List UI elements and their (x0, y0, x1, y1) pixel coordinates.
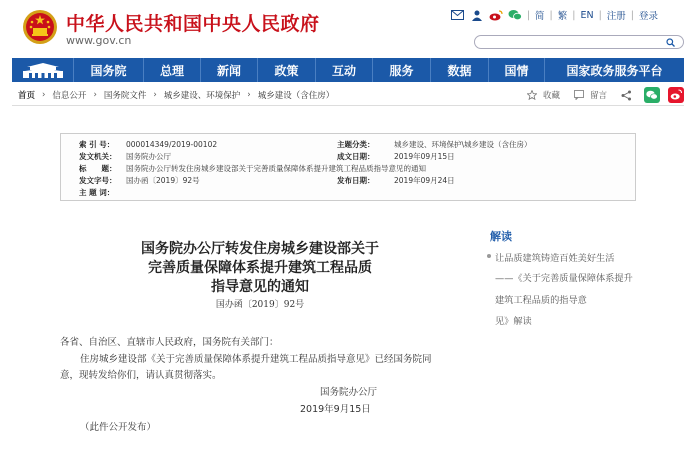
nav-item-national-conditions[interactable]: 国情 (489, 58, 545, 82)
login-link[interactable]: 登录 (638, 11, 658, 22)
document-number: 国办函〔2019〕92号 (215, 300, 305, 310)
sidebar-link-line-1[interactable]: 让品质建筑铸造百姓美好生活 (495, 253, 615, 264)
tiananmen-icon (21, 62, 65, 78)
sidebar-link-line-3[interactable]: 建筑工程品质的指导意 (495, 295, 587, 306)
divider: | (598, 9, 602, 21)
body-paragraph-line-2: 意，现转发给你们，请认真贯彻落实。 (60, 370, 222, 381)
favorite-button[interactable]: 收藏 (542, 91, 560, 101)
title-value: 国务院办公厅转发住房城乡建设部关于完善质量保障体系提升建筑工程品质指导意见的通知 (126, 163, 426, 173)
nav-item-premier[interactable]: 总理 (144, 58, 201, 82)
divider: | (630, 9, 634, 21)
info-row (61, 186, 635, 198)
top-toolbar (451, 8, 658, 22)
weibo-icon[interactable] (489, 8, 503, 22)
created-date-label: 成文日期： (337, 151, 375, 161)
nav-item-services[interactable]: 服务 (373, 58, 431, 82)
theme-label: 主题分类： (337, 139, 375, 149)
issuer-label: 发文机关： (79, 151, 117, 161)
document-info-table (60, 133, 636, 201)
signature: 国务院办公厅 (320, 387, 378, 398)
document-title-line-3: 指导意见的通知 (211, 279, 309, 295)
wechat-icon[interactable] (508, 8, 522, 22)
divider: | (549, 9, 553, 21)
nav-item-policy[interactable]: 政策 (258, 58, 316, 82)
divider: | (572, 9, 576, 21)
lang-en-link[interactable]: EN (580, 9, 594, 21)
chevron-right-icon: › (247, 89, 251, 100)
index-value: 000014349/2019-00102 (126, 139, 218, 149)
search-input[interactable] (474, 35, 684, 49)
salutation: 各省、自治区、直辖市人民政府，国务院有关部门： (60, 337, 279, 348)
nav-item-state-council[interactable]: 国务院 (74, 58, 144, 82)
title-label: 标 题： (79, 163, 117, 173)
nav-home-button[interactable] (12, 58, 74, 82)
body-paragraph-line-1: 住房城乡建设部《关于完善质量保障体系提升建筑工程品质指导意见》已经国务院同 (80, 354, 432, 365)
weibo-share-icon[interactable] (668, 87, 684, 103)
main-nav (12, 58, 684, 82)
mail-icon[interactable] (451, 8, 465, 22)
keywords-label: 主 题 词： (79, 187, 115, 197)
search-icon[interactable] (666, 38, 675, 47)
issuer-value: 国务院办公厅 (126, 151, 171, 161)
site-url: www.gov.cn (66, 34, 132, 47)
star-icon[interactable] (527, 90, 537, 100)
site-title[interactable]: 中华人民共和国中央人民政府 (66, 13, 320, 35)
info-row (61, 162, 635, 174)
lang-traditional-link[interactable]: 繁 (557, 11, 568, 22)
lang-simplified-link[interactable]: 简 (535, 11, 545, 22)
published-date-label: 发布日期： (337, 175, 375, 185)
breadcrumb-urban-housing[interactable]: 城乡建设（含住房） (257, 90, 335, 101)
chevron-right-icon: › (153, 89, 157, 100)
doc-number-label: 发文字号： (79, 175, 117, 185)
info-row (61, 150, 635, 162)
nav-item-data[interactable]: 数据 (431, 58, 489, 82)
register-link[interactable]: 注册 (606, 11, 626, 22)
nav-item-gov-service-platform[interactable]: 国家政务服务平台 (566, 63, 663, 78)
sidebar-title: 解读 (490, 230, 512, 243)
chevron-right-icon: › (42, 89, 46, 100)
message-icon[interactable] (574, 90, 584, 100)
document-title-line-1: 国务院办公厅转发住房城乡建设部关于 (141, 241, 379, 257)
info-row (61, 138, 635, 150)
info-row (61, 174, 635, 186)
signature-date: 2019年9月15日 (300, 404, 371, 415)
breadcrumb (12, 84, 684, 106)
document-title-line-2: 完善质量保障体系提升建筑工程品质 (148, 260, 372, 276)
breadcrumb-state-council-docs[interactable]: 国务院文件 (103, 90, 147, 101)
bullet-icon (487, 254, 491, 258)
message-button[interactable]: 留言 (589, 91, 607, 101)
created-date-value: 2019年09月15日 (394, 151, 455, 161)
share-icon[interactable] (621, 90, 632, 101)
nav-item-interaction[interactable]: 互动 (316, 58, 373, 82)
sidebar-link-line-2[interactable]: ——《关于完善质量保障体系提升 (495, 273, 633, 284)
site-header (0, 0, 696, 58)
wechat-share-icon[interactable] (644, 87, 660, 103)
doc-number-value: 国办函〔2019〕92号 (126, 175, 200, 185)
sidebar-link-line-4[interactable]: 见》解读 (495, 316, 532, 327)
nav-item-news[interactable]: 新闻 (201, 58, 258, 82)
published-date-value: 2019年09月24日 (394, 175, 455, 185)
breadcrumb-urban-env[interactable]: 城乡建设、环境保护 (163, 90, 241, 101)
chevron-right-icon: › (93, 89, 97, 100)
public-release-note: （此件公开发布） (80, 422, 157, 433)
divider: | (526, 9, 531, 21)
theme-value: 城乡建设、环境保护\城乡建设（含住房） (394, 139, 532, 149)
share-toolbar (527, 84, 684, 106)
national-emblem-icon[interactable] (22, 8, 58, 46)
person-icon[interactable] (470, 8, 484, 22)
breadcrumb-home[interactable]: 首页 (18, 90, 36, 101)
index-label: 索 引 号： (79, 139, 115, 149)
breadcrumb-info-open[interactable]: 信息公开 (52, 90, 87, 101)
